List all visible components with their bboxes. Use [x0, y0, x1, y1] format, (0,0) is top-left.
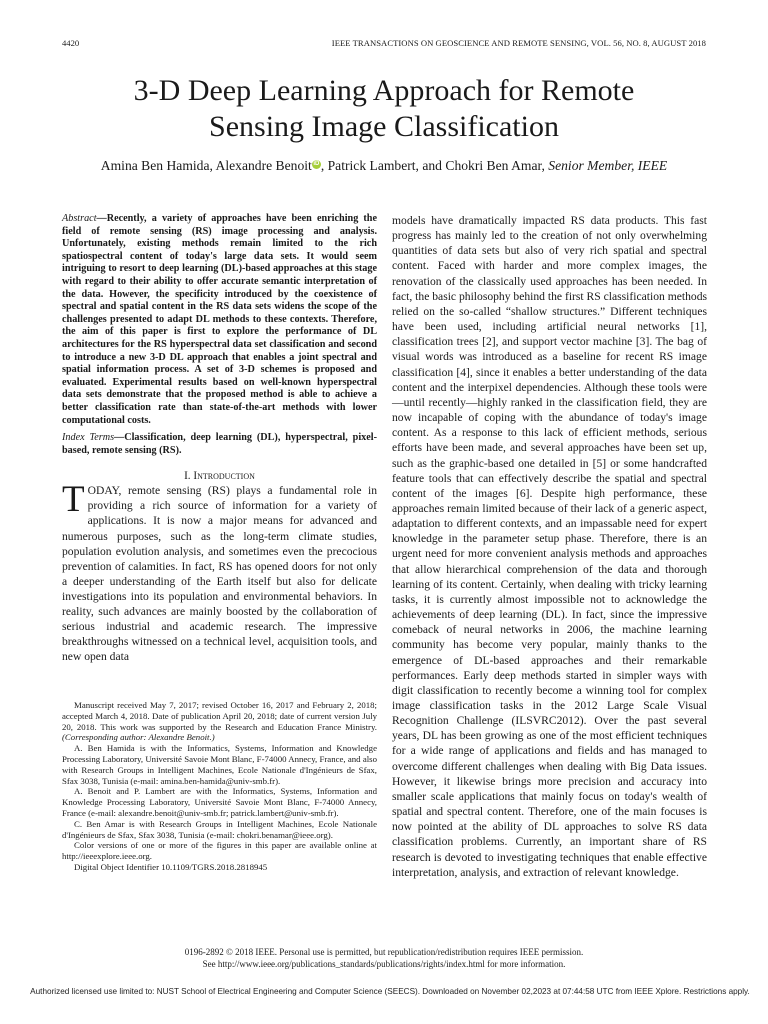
author-names-2: , Patrick Lambert, and Chokri Ben Amar, — [320, 158, 549, 173]
footnote-affiliation-3: C. Ben Amar is with Research Groups in Intelligent Machines, Ecole Nationale d'Ingénieurs de Sfax, Sfax 3038, Tunisia (e-mail: chokri.benamar@ieee.org). — [62, 818, 377, 840]
received-text: Manuscript received May 7, 2017; revised October 16, 2017 and February 2, 2018; accepted March 4, 2018. Date of publication April 20, 2018; date of current version July 20, 2018. This work was supported by the Research and Education France Ministry. — [62, 700, 377, 732]
footnote-doi: Digital Object Identifier 10.1109/TGRS.2018.2818945 — [74, 861, 268, 872]
section-title: Introduction — [193, 470, 255, 483]
footnote-affiliation-2: A. Benoit and P. Lambert are with the Informatics, Systems, Information and Knowledge Processing Laboratory, Université Savoie Mont Blanc, F-74000 Annecy, France (e-mail: alexandre.benoit@univ-smb.fr; patrick.lambert@univ-smb.fr). — [62, 786, 377, 818]
copyright-line-2: See http://www.ieee.org/publications_standards/publications/rights/index.html for more information. — [202, 958, 566, 969]
left-column — [62, 213, 377, 664]
abstract-label: Abstract — [62, 213, 97, 224]
index-terms-text: Classification, deep learning (DL), hyperspectral, pixel-based, remote sensing (RS). — [62, 432, 377, 456]
running-head: IEEE TRANSACTIONS ON GEOSCIENCE AND REMOTE SENSING, VOL. 56, NO. 8, AUGUST 2018 — [331, 38, 706, 48]
abstract-dash: — — [96, 213, 107, 224]
footnotes — [62, 700, 377, 873]
author-names-1: Amina Ben Hamida, Alexandre Benoit — [100, 158, 312, 173]
title-line-2: Sensing Image Classification — [209, 110, 559, 143]
index-terms-label: Index Terms — [62, 432, 115, 444]
right-column — [392, 213, 707, 880]
footnote-received — [62, 700, 377, 743]
intro-text: ODAY, remote sensing (RS) plays a fundamental role in providing a rich source of information for a variety of applications. It is now a major means for advanced and numerous purposes, such as the long-term climate studies, population evolution analysis, and sometimes even the precocious prevention of calamities. In fact, RS has opened doors for not only a deeper understanding of the Earth itself but also for delicate investigations into its population and environmental behaviors. In reality, such advances are mainly boosted by the collaboration of serious industrial and academic research. The impressive breakthroughs witnessed on a technical level, acquisition tools, and new open data — [62, 484, 377, 664]
abstract-text: Recently, a variety of approaches have been enriching the field of remote sensing (RS) image processing and analysis. Unfortunately, existing methods remain limited to the rich spatiospectral content of today's large data sets. It would seem intriguing to resort to deep learning (DL)-based approaches at this stage with regard to their ability to offer accurate semantic interpretation of the data. However, the specificity introduced by the coexistence of spectral and spatial content in the RS data sets widens the scope of the challenges presented to adapt DL methods to these contexts. Therefore, the aim of this paper is first to explore the performance of DL architectures for the RS hyperspectral data set classification and second to introduce a new 3-D DL approach that enables a joint spectral and spatial information process. A set of 3-D schemes is proposed and evaluated. Experimental results based on well-known hyperspectral data sets demonstrate that the proposed method is able to achieve a better classification rate than state-of-the-art methods with lower computational costs. — [62, 213, 377, 426]
paper-title — [0, 73, 768, 145]
corresponding-author: (Corresponding author: Alexandre Benoit.) — [62, 732, 215, 743]
member-note: Senior Member, IEEE — [548, 158, 668, 173]
author-list — [0, 158, 768, 174]
intro-paragraph — [62, 479, 377, 664]
title-line-1: 3-D Deep Learning Approach for Remote — [133, 74, 635, 107]
index-terms — [62, 432, 377, 457]
copyright-notice — [0, 947, 768, 970]
download-note: Authorized licensed use limited to: NUST School of Electrical Engineering and Computer Science (SEECS). Downloaded on November 02,2023 at 07:44:58 UTC from IEEE Xplore. Restrictions apply. — [30, 987, 750, 996]
index-terms-dash: — — [114, 432, 125, 444]
footnote-color-note: Color versions of one or more of the figures in this paper are available online at http://ieeexplore.ieee.org. — [62, 840, 377, 862]
page-number: 4420 — [62, 38, 80, 48]
orcid-icon[interactable]: iD — [313, 161, 320, 167]
copyright-line-1: 0196-2892 © 2018 IEEE. Personal use is permitted, but republication/redistribution requires IEEE permission. — [184, 947, 584, 957]
abstract — [62, 213, 377, 427]
dropcap: T — [62, 479, 85, 521]
right-column-text: models have dramatically impacted RS data products. This fast progress has mainly led to the creation of not only overwhelming quantities of data sets but also of very rich spatial and spectral content. Faced with harder and more complex images, the renovation of the classically used approaches has been needed. In fact, the basic philosophy behind the first RS classification methods relied on the so-called “shallow structures.” Different techniques have been used, including artificial neural networks [1], classification trees [2], and support vector machine [3]. The bag of visual words was introduced as a baseline for recent RS image classification [4], since it enables a better understanding of the data content and the interpixel dependencies. Although these tools were—until recently—highly ranked in the classification field, they are now incapable of coping with the abundance of today's image content. As a response to this lack of efficient methods, serious efforts have been made, and several approaches have been set up, such as the graphic-based one detailed in [5] or some handcrafted feature tools that can effectively describe the spatial and spectral content of the images [6]. Despite high performance, these approaches remain limited because of their lack of a generic aspect, adaptation to different contexts, and an impassable need for expert knowledge in the parameter setup phase. Therefore, there is an urgent need for more convenient analysis methods and approaches that allow hierarchical comprehension of the data and thorough learning of its content. Certainly, when dealing with tricky learning tasks, it is currently almost impossible not to acknowledge the achievements of deep learning (DL). In fact, since the impressive comeback of neural networks in 2006, the machine learning community has become very popular, mainly thanks to the emergence of DL-based approaches and their remarkable performances. Early deep methods started in simpler ways with digit classification to recently become a winning tool for complex image classification tasks in the 2012 Large Scale Visual Recognition Challenge (ILSVRC2012). Over the past several years, DL has been growing as one of the most efficient techniques for a wide range of applications and fields and has managed to overcome different challenges when dealing with Big Data issues. However, it likewise brings more precision and accuracy into smaller scale applications that mainly focus on today's wealth of spatial and spectral content. Therefore, one of the main focuses is now pointed at the ability of DL approaches to solve RS data classification problems. Currently, an important share of RS research is devoted to investigating techniques that enable effective interpretation, analysis, and extraction of relevant knowledge. — [392, 214, 707, 879]
section-numeral: I. — [184, 470, 194, 483]
footnote-affiliation-1: A. Ben Hamida is with the Informatics, Systems, Information and Knowledge Processing Laboratory, Université Savoie Mont Blanc, F-74000 Annecy, France, and also with Research Groups in Intelligent Machines, Ecole Nationale d'Ingénieurs de Sfax, Sfax 3038, Tunisia (e-mail: amina.ben-hamida@univ-smb.fr). — [62, 743, 377, 786]
section-heading-introduction — [62, 469, 377, 483]
